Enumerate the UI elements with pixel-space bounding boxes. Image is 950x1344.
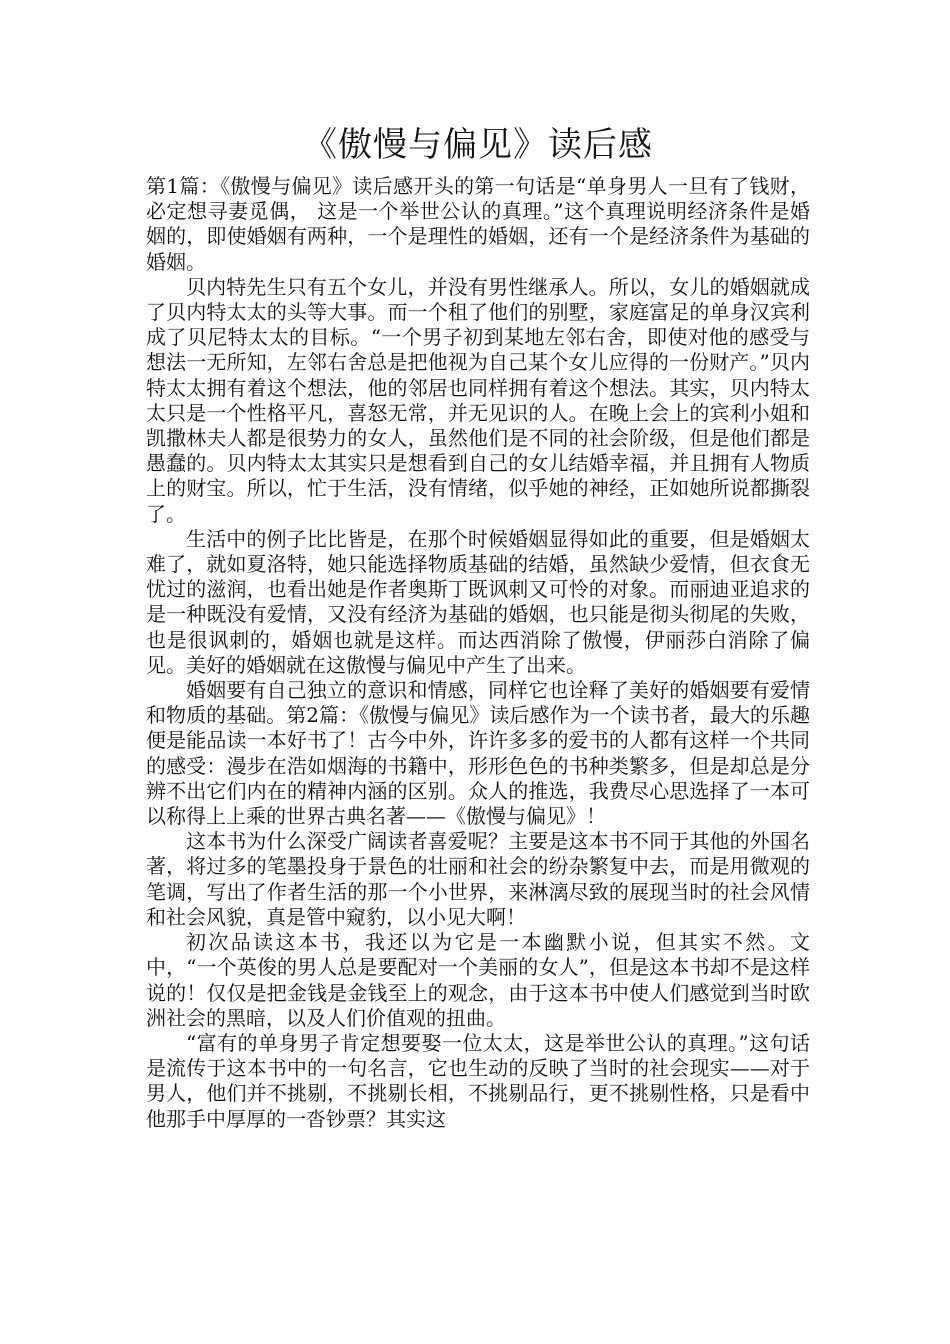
paragraph-4: 婚姻要有自己独立的意识和情感，同样它也诠释了美好的婚姻要有爱情和物质的基础。第2篇：《傲慢与偏见》读后感作为一个读书者，最大的乐趣便是能品读一本好书了！古今中外，许许多多的爱书的人都有这样一个共同的感受：漫步在浩如烟海的书籍中，形形色色的书种类繁多，但是却总是分辨不出它们内在的精神内涵的区别。众人的推选，我费尽心思选择了一本可以称得上上乘的世界古典名著——《傲慢与偏见》！ bbox=[146, 678, 810, 829]
paragraph-3: 生活中的例子比比皆是，在那个时候婚姻显得如此的重要，但是婚姻太难了，就如夏洛特，她只能选择物质基础的结婚，虽然缺少爱情，但衣食无忧过的滋润，也看出她是作者奥斯丁既讽刺又可怜的对象。而丽迪亚追求的是一种既没有爱情，又没有经济为基础的婚姻，也只能是彻头彻尾的失败，也是很讽刺的，婚姻也就是这样。而达西消除了傲慢，伊丽莎白消除了偏见。美好的婚姻就在这傲慢与偏见中产生了出来。 bbox=[146, 526, 810, 677]
document-body bbox=[146, 174, 810, 1132]
document-title: 《傲慢与偏见》读后感 bbox=[303, 125, 653, 165]
paragraph-2: 贝内特先生只有五个女儿，并没有男性继承人。所以，女儿的婚姻就成了贝内特太太的头等大事。而一个租了他们的别墅，家庭富足的单身汉宾利成了贝尼特太太的目标。“一个男子初到某地左邻右舍，即使对他的感受与想法一无所知，左邻右舍总是把他视为自己某个女儿应得的一份财产。”贝内特太太拥有着这个想法，他的邻居也同样拥有着这个想法。其实，贝内特太太只是一个性格平凡，喜怒无常，并无见识的人。在晚上会上的宾利小姐和凯撒林夫人都是很势力的女人，虽然他们是不同的社会阶级，但是他们都是愚蠢的。贝内特太太其实只是想看到自己的女儿结婚幸福，并且拥有人物质上的财宝。所以，忙于生活，没有情绪，似乎她的神经，正如她所说都撕裂了。 bbox=[146, 274, 810, 526]
paragraph-1: 第1篇：《傲慢与偏见》读后感开头的第一句话是“单身男人一旦有了钱财，必定想寻妻觅偶， 这是一个举世公认的真理。”这个真理说明经济条件是婚姻的，即使婚姻有两种，一个是理性的婚姻，还有一个是经济条件为基础的婚姻。 bbox=[146, 174, 810, 274]
paragraph-5: 这本书为什么深受广阔读者喜爱呢？主要是这本书不同于其他的外国名著，将过多的笔墨投身于景色的壮丽和社会的纷杂繁复中去，而是用微观的笔调，写出了作者生活的那一个小世界，来淋漓尽致的展现当时的社会风情和社会风貌，真是管中窥豹，以小见大啊！ bbox=[146, 829, 810, 929]
paragraph-7: “富有的单身男子肯定想要娶一位太太，这是举世公认的真理。”这句话是流传于这本书中的一句名言，它也生动的反映了当时的社会现实——对于男人，他们并不挑剔，不挑剔长相，不挑剔品行，更不挑剔性格，只是看中他那手中厚厚的一沓钞票？其实这 bbox=[146, 1030, 810, 1131]
paragraph-6: 初次品读这本书，我还以为它是一本幽默小说，但其实不然。文中，“一个英俊的男人总是要配对一个美丽的女人”，但是这本书却不是这样说的！仅仅是把金钱是金钱至上的观念，由于这本书中使人们感觉到当时欧洲社会的黑暗，以及人们价值观的扭曲。 bbox=[146, 930, 810, 1030]
